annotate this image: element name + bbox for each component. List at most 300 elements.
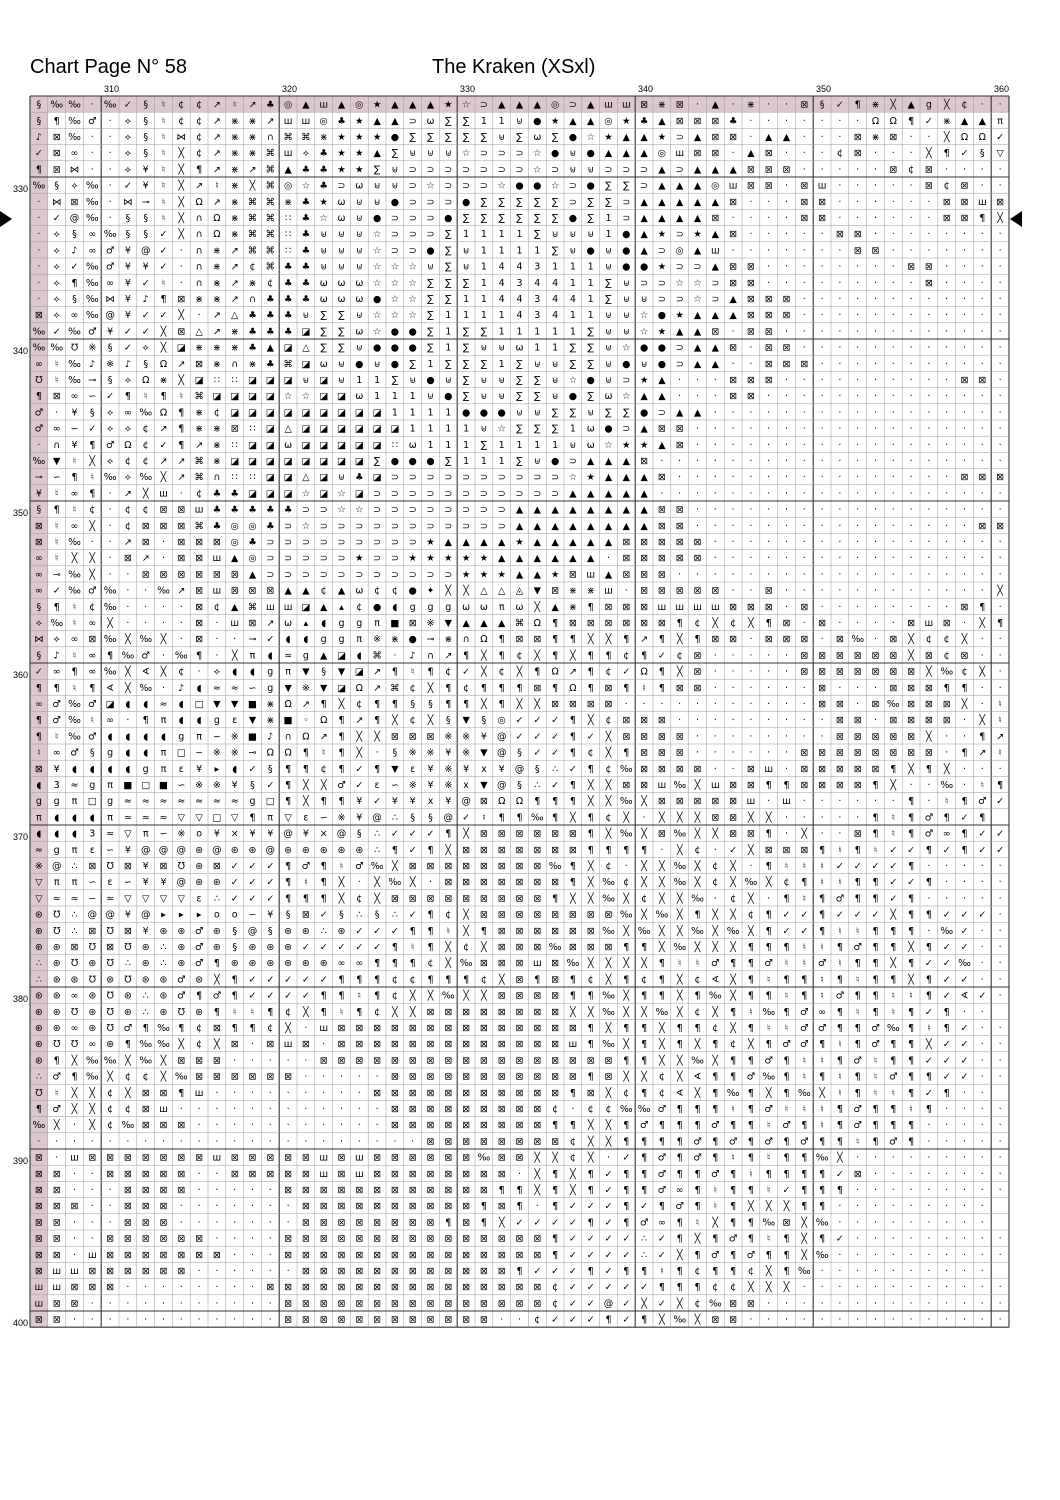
stitch-symbol: ☆ [675,277,684,289]
stitch-symbol: ▼ [302,666,310,678]
stitch-symbol: ‰ [157,585,170,597]
stitch-symbol: ¢ [124,1071,131,1083]
stitch-symbol: · [980,893,984,905]
stitch-symbol: ⊠ [373,1185,382,1196]
stitch-symbol: ⊃ [408,180,417,192]
stitch-symbol: ↗ [141,553,150,565]
stitch-symbol: ⊠ [711,326,720,338]
stitch-symbol: ♣ [355,472,364,484]
stitch-symbol: ✓ [604,1249,613,1261]
stitch-symbol: ⊎ [498,375,506,386]
stitch-symbol: · [980,974,984,986]
stitch-symbol: ♮ [820,1104,824,1115]
stitch-symbol: · [998,1104,1002,1115]
stitch-symbol: · [215,634,219,646]
stitch-symbol: · [980,877,984,889]
stitch-symbol: · [802,504,806,516]
stitch-symbol: · [998,245,1002,257]
stitch-symbol: ♮ [161,99,166,111]
stitch-symbol: ✓ [889,861,898,872]
stitch-symbol: ⊠ [88,925,97,937]
stitch-symbol: ¶ [124,391,131,403]
stitch-symbol: · [873,391,878,403]
stitch-symbol: ☆ [408,294,417,305]
stitch-symbol: ╳ [392,715,398,727]
stitch-symbol: ◪ [337,407,346,419]
stitch-symbol: § [250,780,255,791]
stitch-symbol: · [304,1087,308,1099]
stitch-symbol: ✓ [978,990,987,1002]
stitch-symbol: ≈ [123,796,132,808]
stitch-symbol: · [784,699,789,710]
stitch-symbol: · [749,472,753,484]
stitch-symbol: ⊠ [818,650,827,662]
stitch-symbol: ⊠ [640,780,649,791]
stitch-symbol: ¶ [925,1104,932,1115]
stitch-symbol: ⊠ [568,1023,577,1034]
stitch-symbol: · [144,1136,148,1148]
stitch-symbol: ⊠ [408,1071,417,1083]
stitch-symbol: ♮ [54,358,59,370]
stitch-symbol: · [802,342,806,354]
stitch-symbol: ‰ [940,925,954,937]
stitch-symbol: ¶ [712,1087,719,1099]
stitch-symbol: · [233,1233,237,1245]
stitch-symbol: ш [354,1168,364,1180]
stitch-symbol: ✓ [622,666,631,678]
stitch-symbol: ⊠ [355,1233,364,1245]
stitch-symbol: ✓ [871,909,880,921]
stitch-symbol: ⊃ [390,245,399,257]
stitch-symbol: ⋈ [34,634,44,646]
stitch-symbol: ✓ [106,391,115,403]
stitch-symbol: ∑ [427,277,434,289]
stitch-symbol: ⊃ [675,342,684,354]
stitch-symbol: ◪ [283,456,293,467]
stitch-symbol: · [820,472,824,484]
stitch-symbol: ╳ [587,1006,594,1018]
stitch-symbol: ‰ [103,634,117,646]
stitch-symbol: § [428,812,433,824]
stitch-symbol: @ [336,828,347,840]
stitch-symbol: ╳ [178,1039,185,1051]
stitch-symbol: 1 [374,375,381,386]
stitch-symbol: ⊠ [88,861,97,872]
stitch-symbol: ⊠ [70,1298,79,1310]
stitch-symbol: ⊠ [141,1185,150,1196]
stitch-symbol: · [856,375,860,386]
stitch-symbol: ♮ [304,877,308,889]
stitch-symbol: ¥ [160,877,167,889]
stitch-symbol: ⊛ [159,1006,168,1018]
stitch-symbol: ¶ [641,1152,648,1164]
stitch-symbol: 1 [516,326,523,338]
stitch-symbol: ¶ [569,1087,576,1099]
stitch-symbol: ¶ [730,1201,737,1213]
stitch-symbol: ★ [355,164,364,176]
stitch-symbol: · [856,504,860,516]
stitch-symbol: ¶ [676,1104,683,1115]
stitch-symbol: ¶ [569,974,576,986]
stitch-symbol: ¢ [391,585,398,597]
stitch-symbol: · [927,132,931,143]
stitch-symbol: ⊠ [337,1152,346,1164]
stitch-symbol: 4 [534,277,541,289]
stitch-symbol: · [784,601,789,613]
stitch-symbol: · [286,1136,290,1148]
stitch-symbol: ⊠ [818,747,827,759]
stitch-symbol: ⊠ [301,1282,310,1294]
stitch-symbol: ⊠ [729,342,738,354]
stitch-symbol: · [962,439,967,451]
stitch-symbol: · [980,861,984,872]
stitch-symbol: ◪ [230,456,240,467]
stitch-symbol: ¶ [445,682,452,694]
stitch-symbol: ¢ [694,844,701,856]
stitch-symbol: ¶ [267,1006,274,1018]
stitch-symbol: · [909,520,913,532]
stitch-symbol: ✓ [301,974,310,986]
stitch-symbol: ⊠ [177,294,186,305]
stitch-symbol: ⟡ [53,229,60,241]
stitch-symbol: ⟡ [124,375,132,386]
stitch-symbol: ¶ [623,682,630,694]
stitch-symbol: · [856,569,860,581]
stitch-symbol: ⊠ [159,520,168,532]
stitch-symbol: ¶ [783,1071,790,1083]
stitch-symbol: ☆ [426,180,435,192]
stitch-symbol: ⊠ [319,1249,328,1261]
stitch-symbol: ⊸ [248,634,257,646]
stitch-symbol: ※ [408,780,417,791]
stitch-symbol: ∑ [427,294,434,305]
stitch-symbol: ∑ [480,132,488,143]
stitch-symbol: Ω [142,375,150,386]
stitch-symbol: ╳ [676,1071,683,1083]
stitch-symbol: · [767,488,771,500]
stitch-symbol: · [962,245,967,257]
stitch-symbol: ╳ [125,1055,131,1067]
stitch-symbol: · [927,569,931,581]
stitch-symbol: · [980,504,984,516]
center-arrow-left-icon [0,211,12,227]
stitch-symbol: ∑ [320,326,327,338]
stitch-symbol: · [980,763,984,775]
stitch-symbol: ✓ [34,148,43,160]
stitch-symbol: ¥ [445,796,452,808]
stitch-symbol: ⊠ [693,537,702,548]
stitch-symbol: ⊠ [319,1201,328,1213]
stitch-symbol: · [731,439,735,451]
stitch-symbol: ⊠ [746,828,755,840]
stitch-symbol: ✓ [978,828,987,840]
stitch-symbol: ╳ [694,942,701,953]
stitch-symbol: ♮ [446,925,451,937]
stitch-symbol: ↗ [230,261,239,273]
stitch-symbol: ¶ [836,1104,843,1115]
stitch-symbol: · [678,472,682,484]
stitch-symbol: · [767,1314,771,1326]
stitch-symbol: ¶ [694,1185,701,1196]
stitch-symbol: ⊠ [497,861,506,872]
stitch-symbol: ♣ [301,261,311,273]
stitch-symbol: ¶ [480,682,487,694]
stitch-symbol: · [108,504,112,516]
stitch-symbol: · [980,180,984,192]
stitch-symbol: ⊠ [408,893,417,905]
stitch-symbol: · [767,537,771,548]
stitch-symbol: · [945,1282,949,1294]
stitch-symbol: ◎ [283,99,293,111]
stitch-symbol: ✓ [942,844,951,856]
stitch-symbol: ⊠ [408,1282,417,1294]
stitch-symbol: · [767,439,771,451]
stitch-symbol: ¶ [587,1217,594,1229]
stitch-symbol: · [784,763,789,775]
stitch-symbol: ¢ [196,132,203,143]
stitch-symbol: ☆ [372,229,382,241]
stitch-symbol: ℧ [106,1023,114,1034]
stitch-symbol: · [909,1266,913,1277]
stitch-symbol: · [838,213,842,224]
stitch-symbol: ⊠ [355,1282,364,1294]
stitch-symbol: ¶ [943,148,950,160]
stitch-symbol: ⊠ [373,1152,382,1164]
stitch-symbol: ¶ [747,1087,754,1099]
stitch-symbol: · [820,148,824,160]
stitch-symbol: ⊠ [337,1023,346,1034]
stitch-symbol: ш [34,1298,44,1310]
stitch-symbol: ⊠ [675,796,684,808]
stitch-symbol: ⌘ [194,520,204,532]
stitch-symbol: · [873,407,878,419]
stitch-symbol: ⊃ [479,164,488,176]
stitch-symbol: ⊠ [195,1249,204,1261]
stitch-symbol: ↗ [355,715,364,727]
stitch-symbol: ✓ [551,747,560,759]
stitch-symbol: ш [52,1266,62,1277]
stitch-symbol: ⊠ [640,553,649,565]
stitch-symbol: ♂ [301,861,311,872]
stitch-symbol: ¶ [587,812,594,824]
stitch-symbol: ⊃ [622,196,631,208]
stitch-symbol: ╳ [392,1006,398,1018]
stitch-symbol: ⋇ [248,358,257,370]
stitch-symbol: ✓ [622,1233,631,1245]
stitch-symbol: · [749,245,753,257]
stitch-symbol: ≈ [284,650,293,662]
stitch-symbol: ¶ [445,974,452,986]
stitch-symbol: ¶ [908,1039,915,1051]
stitch-symbol: @ [51,861,62,872]
stitch-symbol: ✓ [604,1282,613,1294]
stitch-symbol: ╳ [445,585,452,597]
stitch-symbol: ⊠ [871,245,880,257]
stitch-symbol: ‰ [139,1039,153,1051]
stitch-symbol: ⊠ [551,958,560,970]
stitch-symbol: ∞ [70,148,79,160]
stitch-symbol: · [749,342,753,354]
stitch-symbol: · [998,909,1002,921]
stitch-symbol: ¶ [409,925,416,937]
stitch-symbol: ▲ [640,132,648,143]
stitch-symbol: ¶ [712,1104,719,1115]
stitch-symbol: ¶ [178,1023,185,1034]
stitch-symbol: ⊛ [177,942,186,953]
stitch-symbol: ✓ [515,715,524,727]
stitch-symbol: ♮ [54,731,59,743]
stitch-symbol: ⊠ [390,1039,399,1051]
stitch-symbol: ⊛ [34,1023,43,1034]
stitch-symbol: ⊃ [301,569,310,581]
stitch-symbol: · [962,861,967,872]
stitch-symbol: ¶ [641,1314,648,1326]
stitch-symbol: ⊠ [693,553,702,565]
stitch-symbol: ⋇ [871,99,880,111]
stitch-symbol: ‰ [673,942,687,953]
stitch-symbol: ⊃ [640,277,649,289]
stitch-symbol: ⋇ [568,585,577,597]
stitch-symbol: 3 [534,294,541,305]
stitch-symbol: ⊠ [70,196,79,208]
stitch-symbol: ‰ [68,115,81,127]
stitch-symbol: · [838,828,842,840]
stitch-symbol: ✓ [835,909,844,921]
stitch-symbol: ⊠ [444,1104,453,1115]
stitch-symbol: · [784,828,789,840]
stitch-symbol: ∴ [356,909,363,921]
stitch-symbol: ¢ [694,1298,701,1310]
stitch-symbol: ╳ [659,877,665,889]
stitch-symbol: ♣ [248,537,257,548]
stitch-symbol: · [998,439,1002,451]
stitch-symbol: ☆ [372,245,382,257]
stitch-symbol: Ω [213,229,221,241]
stitch-symbol: ⊠ [52,132,61,143]
stitch-symbol: ╳ [765,1201,772,1213]
stitch-symbol: · [856,1249,860,1261]
stitch-symbol: ¥ [142,925,149,937]
stitch-symbol: · [233,1314,237,1326]
stitch-symbol: ♂ [835,990,845,1002]
stitch-symbol: ♂ [70,747,79,759]
stitch-symbol: ▼ [248,715,257,727]
stitch-symbol: · [108,180,112,192]
stitch-symbol: ▲ [640,245,648,257]
stitch-symbol: ⊠ [533,942,542,953]
stitch-symbol: · [197,1314,201,1326]
stitch-symbol: ℧ [53,1039,61,1051]
stitch-symbol: ╳ [730,942,736,953]
stitch-symbol: · [784,504,789,516]
stitch-symbol: ⊛ [88,1023,97,1034]
stitch-symbol: ◪ [319,407,329,419]
stitch-symbol: ⊃ [408,569,417,581]
stitch-symbol: ╳ [659,1023,665,1034]
stitch-symbol: ¶ [747,1104,754,1115]
stitch-symbol: ⊃ [373,569,382,581]
stitch-symbol: ♣ [283,326,293,338]
stitch-symbol: · [428,877,433,889]
stitch-symbol: ¢ [961,666,968,678]
stitch-symbol: ╳ [71,1087,78,1099]
stitch-symbol: · [802,391,806,403]
stitch-symbol: ⟡ [53,261,60,273]
stitch-symbol: ▲ [320,650,328,662]
stitch-symbol: @ [283,828,293,840]
stitch-symbol: ⊠ [533,1039,542,1051]
stitch-symbol: · [695,699,700,710]
stitch-symbol: ⊠ [248,1071,257,1083]
stitch-symbol: ⊠ [497,1152,506,1164]
stitch-symbol: ⊃ [551,164,560,176]
stitch-symbol: ¶ [249,812,256,824]
stitch-symbol: ¢ [409,974,416,986]
stitch-symbol: ¶ [854,1087,861,1099]
stitch-symbol: ¶ [35,682,42,694]
stitch-symbol: ∞ [34,699,43,710]
stitch-symbol: · [72,1314,77,1326]
stitch-symbol: ¶ [302,893,309,905]
stitch-symbol: · [90,1201,94,1213]
stitch-symbol: ⊎ [569,148,577,160]
stitch-symbol: @ [105,310,115,322]
stitch-symbol: ⊠ [284,1298,293,1310]
stitch-symbol: ⊠ [729,812,738,824]
stitch-symbol: ⊠ [390,1266,399,1277]
stitch-symbol: ¢ [142,1071,149,1083]
stitch-symbol: ▲ [658,213,666,224]
stitch-symbol: ¢ [552,1104,559,1115]
stitch-symbol: · [215,1104,219,1115]
stitch-symbol: · [90,148,94,160]
stitch-symbol: ¶ [890,763,897,775]
stitch-symbol: · [980,1152,984,1164]
stitch-symbol: ♂ [728,1233,738,1245]
stitch-symbol: ⊠ [693,682,702,694]
stitch-symbol: ╳ [374,731,380,743]
stitch-symbol: · [927,861,931,872]
stitch-symbol: · [322,1120,326,1132]
stitch-symbol: ¶ [765,1168,772,1180]
stitch-symbol: ∞ [70,990,79,1002]
stitch-symbol: ╳ [587,958,594,970]
stitch-symbol: ⊠ [355,1217,364,1229]
stitch-symbol: · [820,326,824,338]
stitch-symbol: ⊠ [159,1266,168,1277]
stitch-symbol: ¶ [854,1023,861,1034]
stitch-symbol: ♮ [161,213,166,224]
stitch-symbol: · [980,407,984,419]
stitch-symbol: ш [212,1152,222,1164]
stitch-symbol: ¶ [587,1185,594,1196]
stitch-symbol: ⊠ [746,1298,755,1310]
stitch-symbol: · [945,472,949,484]
stitch-symbol: ▲ [711,342,719,354]
stitch-symbol: · [215,1298,219,1310]
stitch-symbol: · [980,229,984,241]
stitch-symbol: · [909,229,913,241]
stitch-symbol: · [55,1152,59,1164]
stitch-symbol: ⊠ [889,634,898,646]
stitch-symbol: ◪ [301,326,311,338]
stitch-symbol: ● [408,456,417,467]
stitch-symbol: ♮ [72,682,77,694]
stitch-symbol: ∞ [106,277,115,289]
stitch-symbol: ▲ [426,99,435,111]
stitch-symbol: ╳ [160,634,167,646]
stitch-symbol: ¢ [267,1023,274,1034]
